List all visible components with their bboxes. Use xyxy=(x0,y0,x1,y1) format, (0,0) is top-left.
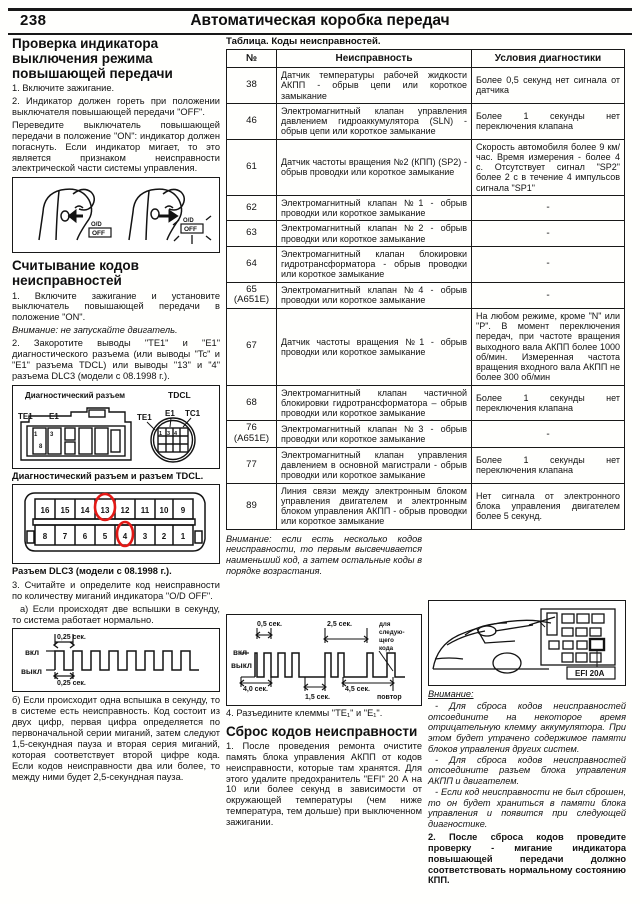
read-codes-step-2: 2. Закоротите выводы "TE1" и "E1" диагностического разъема (или выводы "Tc" и "E1" разъема TDCL) или выводы "13" и "4" разъема DLC3 (модели с 08.1998 г.). xyxy=(12,338,220,381)
cell-code-number: 62 xyxy=(227,195,277,221)
cell-fault-description: Датчик частоты вращения №1 - обрыв проводки или короткое замыкание xyxy=(277,308,472,385)
figure-fault-code-waveform xyxy=(226,614,422,706)
page-header xyxy=(8,8,632,34)
wf2-label-05: 0,5 сек. xyxy=(257,621,282,628)
lower-left-column xyxy=(226,612,422,830)
waveform-label-on: вкл xyxy=(25,648,40,658)
cell-diagnostic-condition: Более 1 секунды нет переключения клапана xyxy=(472,447,625,483)
table-row xyxy=(227,195,625,221)
section-title-indicator-check: Проверка индикатора выключения режима повышающей передачи xyxy=(12,36,173,82)
svg-text:4: 4 xyxy=(174,430,178,437)
right-column xyxy=(226,36,626,580)
waveform-label-bottom: 0,25 сек. xyxy=(57,680,86,688)
col-header-condition: Условия диагностики xyxy=(472,50,625,68)
cell-code-number: 67 xyxy=(227,308,277,385)
cell-fault-description: Электромагнитный клапан частичной блокировки гидротрансформатора – обрыв проводки или короткое замыкание xyxy=(277,385,472,421)
cell-code-number: 63 xyxy=(227,221,277,247)
cell-diagnostic-condition: Более 0,5 секунд нет сигнала от датчика xyxy=(472,68,625,104)
wf2-label-40: 4,0 сек. xyxy=(243,686,268,693)
lower-right-column xyxy=(428,612,626,888)
table-header-row xyxy=(227,50,625,68)
cell-diagnostic-condition: - xyxy=(472,421,625,447)
svg-text:6: 6 xyxy=(82,532,88,542)
table-body xyxy=(227,68,625,530)
svg-text:8: 8 xyxy=(42,532,48,542)
svg-text:13: 13 xyxy=(100,506,110,516)
col-header-number: № xyxy=(227,50,277,68)
wf2-label-next-code xyxy=(379,621,405,652)
table-row xyxy=(227,385,625,421)
cell-code-number: 61 xyxy=(227,139,277,195)
svg-text:1: 1 xyxy=(180,532,186,542)
cell-fault-description: Датчик температуры рабочей жидкости АКПП - обрыв цепи или короткое замыкание xyxy=(277,68,472,104)
waveform-label-top: 0,25 сек. xyxy=(57,634,86,642)
svg-text:3: 3 xyxy=(167,430,171,437)
cell-fault-description: Электромагнитный клапан №2 - обрыв проводки или короткое замыкание xyxy=(277,221,472,247)
table-row xyxy=(227,421,625,447)
svg-text:10: 10 xyxy=(159,506,169,516)
wf2-label-25: 2,5 сек. xyxy=(327,621,352,628)
svg-text:E1: E1 xyxy=(165,408,175,418)
read-codes-note: Внимание: не запускайте двигатель. xyxy=(12,325,178,336)
efi-fuse-highlight xyxy=(590,639,604,650)
cell-code-number: 89 xyxy=(227,483,277,529)
waveform-trace xyxy=(55,651,199,670)
figure-caption-dlc3: Разъем DLC3 (модели с 08.1998 г.). xyxy=(12,566,172,577)
svg-text:O/D: O/D xyxy=(91,222,102,229)
wf2-label-15: 1,5 сек. xyxy=(305,694,330,701)
page-number: 238 xyxy=(20,12,47,29)
figure-fuse-box-location xyxy=(428,600,626,686)
cell-fault-description: Электромагнитный клапан управления давлением гидроаккумулятора (SLN) - обрыв цепи или короткое замыкание xyxy=(277,103,472,139)
figure-normal-blink-waveform xyxy=(12,628,220,692)
table-row xyxy=(227,68,625,104)
indicator-step-1: 1. Включите зажигание. xyxy=(12,83,115,94)
cell-code-number: 76 (A651E) xyxy=(227,421,277,447)
table-row xyxy=(227,447,625,483)
cell-diagnostic-condition: На любом режиме, кроме "N" или "P". В момент переключения передач, при частоте вращения выходного вала АКПП более 1000 об/мин. Измеренная частота вращения входного вала АКПП не более 300 об/мин xyxy=(472,308,625,385)
header-rule-top xyxy=(8,8,632,11)
section-title-read-codes: Считывание кодов неисправностей xyxy=(12,258,139,289)
waveform-label-off: выкл xyxy=(21,667,42,677)
reset-codes-step-2: 2. После сброса кодов проведите проверку - мигание индикатора повышающей передачи должно соответствовать нормальному состоянию КПП. xyxy=(428,831,626,886)
fig-label-tdcl: TDCL xyxy=(168,389,191,400)
svg-text:8: 8 xyxy=(39,443,43,450)
reset-codes-step-1: 1. После проведения ремонта очистите память блока управления АКПП от кодов неисправности, которые там хранятся. Для этого удалите предохранитель "EFI" 20 А на 10 или более секунд в зависимости от окружающей температуры (чем ниже температура, тем дольше) при выключенном зажигании. xyxy=(226,740,422,828)
table-row xyxy=(227,308,625,385)
cell-fault-description: Линия связи между электронным блоком управления двигателем и электронным блоком управления АКПП - обрыв проводки или короткое замыкание xyxy=(277,483,472,529)
svg-text:O/D: O/D xyxy=(183,218,194,225)
left-column xyxy=(12,36,220,784)
indicator-step-3: Переведите выключатель повышающей передачи в положение "ON": индикатор должен погаснуть. Если индикатор мигает, то это является признаком неисправности электрической части системы управления. xyxy=(12,119,220,174)
reset-warning-title: Внимание: xyxy=(428,689,474,699)
read-codes-step-4: 4. Разъедините клеммы "TE₁" и "E₁". xyxy=(226,708,383,718)
svg-text:следую-: следую- xyxy=(379,629,405,636)
table-row xyxy=(227,483,625,529)
cell-fault-description: Электромагнитный клапан №4 - обрыв проводки или короткое замыкание xyxy=(277,282,472,308)
cell-diagnostic-condition: - xyxy=(472,221,625,247)
svg-text:кода: кода xyxy=(379,645,394,652)
reset-warning-item-1: - Для сброса кодов неисправностей отсоедините на некоторое время отрицательную клемму аккумулятора. При этом будет утрачено содержимое памяти блоков управления других систем. xyxy=(428,700,626,754)
figure-diagnostic-connector-tdcl xyxy=(12,385,220,469)
cell-code-number: 65 (A651E) xyxy=(227,282,277,308)
indicator-step-2: 2. Индикатор должен гореть при положении выключателя повышающей передачи "OFF". xyxy=(12,96,220,118)
header-rule-bottom xyxy=(8,33,632,35)
reset-warning-item-2: - Для сброса кодов неисправностей отсоедините разъем блока управления АКПП и двигателем. xyxy=(428,754,626,787)
table-row xyxy=(227,246,625,282)
svg-text:OFF: OFF xyxy=(92,230,105,238)
svg-text:12: 12 xyxy=(120,506,130,516)
read-codes-step-3: 3. Считайте и определите код неисправности по количеству миганий индикатора "O/D OFF". xyxy=(12,579,220,601)
svg-text:14: 14 xyxy=(80,506,90,516)
cell-code-number: 68 xyxy=(227,385,277,421)
svg-text:щего: щего xyxy=(379,637,394,644)
cell-code-number: 38 xyxy=(227,68,277,104)
table-row xyxy=(227,139,625,195)
svg-text:OFF: OFF xyxy=(184,226,197,234)
od-off-label-left xyxy=(89,222,111,237)
cell-code-number: 77 xyxy=(227,447,277,483)
fault-codes-table xyxy=(226,49,625,530)
wf2-label-on: вкл xyxy=(233,648,248,657)
figure-shift-lever-od-switch xyxy=(12,177,220,253)
svg-text:2: 2 xyxy=(161,532,167,542)
svg-text:7: 7 xyxy=(62,532,68,542)
svg-text:3: 3 xyxy=(142,532,148,542)
cell-diagnostic-condition: - xyxy=(472,246,625,282)
read-codes-step-3a: а) Если происходят две вспышки в секунду, то система работает нормально. xyxy=(12,603,220,625)
col-header-fault: Неисправность xyxy=(277,50,472,68)
svg-text:для: для xyxy=(379,621,391,628)
cell-fault-description: Электромагнитный клапан №1 - обрыв проводки или короткое замыкание xyxy=(277,195,472,221)
svg-text:4: 4 xyxy=(122,532,128,542)
svg-text:1: 1 xyxy=(34,431,38,438)
cell-diagnostic-condition: - xyxy=(472,282,625,308)
wf2-label-45: 4,5 сек. xyxy=(345,686,370,693)
cell-diagnostic-condition: Более 1 секунды нет переключения клапана xyxy=(472,103,625,139)
svg-text:16: 16 xyxy=(40,506,50,516)
cell-fault-description: Электромагнитный клапан блокировки гидротрансформатора - обрыв проводки или короткое замыкание xyxy=(277,246,472,282)
cell-fault-description: Электромагнитный клапан №3 - обрыв проводки или короткое замыкание xyxy=(277,421,472,447)
figure-dlc3-connector xyxy=(12,484,220,564)
cell-diagnostic-condition: Нет сигнала от электронного блока управления двигателем более 5 секунд. xyxy=(472,483,625,529)
svg-text:TE1: TE1 xyxy=(137,412,152,422)
svg-text:9: 9 xyxy=(180,506,186,516)
wf2-label-repeat: повтор xyxy=(377,694,402,701)
reset-warning-item-3: - Если код неисправности не был сброшен, то он будет храниться в памяти блока управления и появится при следующей диагностике. xyxy=(428,786,626,830)
cell-fault-description: Датчик частоты вращения №2 (КПП) (SP2) - обрыв проводки или короткое замыкание xyxy=(277,139,472,195)
svg-text:5: 5 xyxy=(102,532,108,542)
table-row xyxy=(227,221,625,247)
od-off-label-right xyxy=(173,216,211,244)
cell-code-number: 46 xyxy=(227,103,277,139)
figure-caption-connectors: Диагностический разъем и разъем TDCL. xyxy=(12,470,204,481)
svg-text:1: 1 xyxy=(159,430,163,437)
fig-label-diagnostic-connector: Диагностический разъем xyxy=(25,390,126,400)
table-row xyxy=(227,282,625,308)
svg-text:11: 11 xyxy=(140,506,150,516)
efi-fuse-label: EFI 20A xyxy=(575,669,605,678)
wf2-label-off: выкл xyxy=(231,661,252,670)
table-row xyxy=(227,103,625,139)
page-title: Автоматическая коробка передач xyxy=(190,12,450,29)
read-codes-step-1: 1. Включите зажигание и установите выключатель повышающей передачи в положение "ON". xyxy=(12,290,220,323)
cell-diagnostic-condition: - xyxy=(472,195,625,221)
svg-text:15: 15 xyxy=(60,506,70,516)
section-title-reset-codes: Сброс кодов неисправности xyxy=(226,723,418,739)
svg-text:TE1: TE1 xyxy=(18,411,33,421)
read-codes-step-3b: б) Если происходит одна вспышка в секунду, то в системе есть неисправность. Код состоит из двух цифр, первая цифра определяется по первоначальной серии миганий, затем следуют 1,5-секундная пауза и вторая серия миганий, которая соответствует второй цифре кода. Если кодов неисправности два или более, то между ними будет 2,5-секундная пауза. xyxy=(12,695,220,782)
cell-code-number: 64 xyxy=(227,246,277,282)
table-caption: Таблица. Коды неисправностей. xyxy=(226,36,381,47)
cell-diagnostic-condition: Более 1 секунды нет переключения клапана xyxy=(472,385,625,421)
warning-code-order: Внимание: если есть несколько кодов неисправности, то первым высвечивается наименьший код, а затем остальные коды в порядке возрастания. xyxy=(226,533,422,576)
svg-text:TC1: TC1 xyxy=(185,408,201,418)
svg-text:3: 3 xyxy=(50,431,54,438)
cell-fault-description: Электромагнитный клапан управления давлением в основной магистрали - обрыв проводки или короткое замыкание xyxy=(277,447,472,483)
svg-text:E1: E1 xyxy=(49,411,59,421)
cell-diagnostic-condition: Скорость автомобиля более 9 км/час. Время измерения - более 4 с. Отсутствует сигнал "SP2" более 2 с в течение 4 импульсов сигнала "SP1" xyxy=(472,139,625,195)
